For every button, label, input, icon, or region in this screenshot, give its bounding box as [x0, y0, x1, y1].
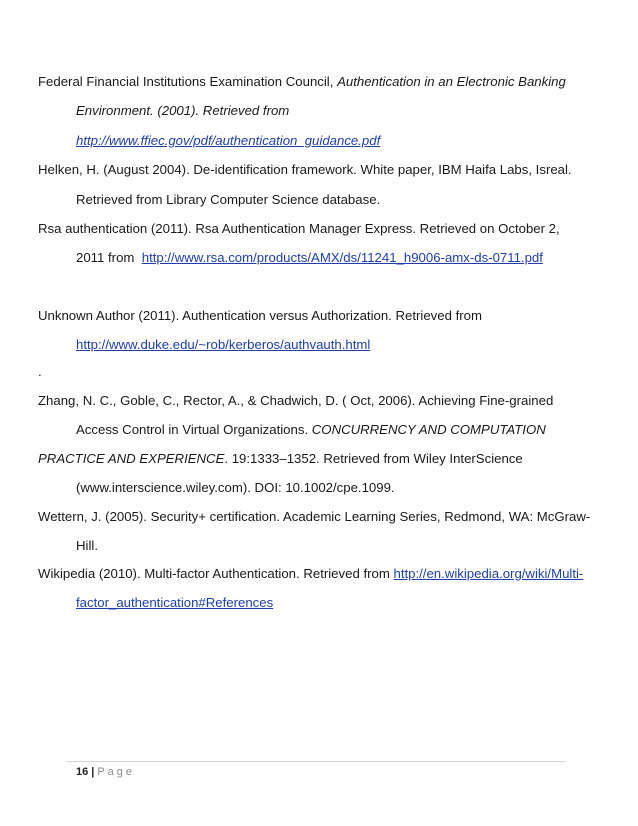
reference-wettern-line2: Hill.	[76, 538, 98, 553]
stray-period: .	[38, 364, 42, 379]
ref-text: Wikipedia (2010). Multi-factor Authentication. Retrieved from	[38, 566, 394, 581]
reference-rsa-line1: Rsa authentication (2011). Rsa Authentication Manager Express. Retrieved on October 2,	[38, 221, 560, 236]
reference-zhang-line2	[76, 422, 546, 438]
duke-link[interactable]: http://www.duke.edu/~rob/kerberos/authvauth.html	[76, 337, 371, 352]
ref-text: . 19:1333–1352. Retrieved from Wiley InterScience	[224, 451, 523, 466]
reference-ffiec-line2: Environment. (2001). Retrieved from	[76, 103, 290, 118]
ref-text: Access Control in Virtual Organizations.	[76, 422, 312, 437]
journal-title-italic: PRACTICE AND EXPERIENCE	[38, 451, 225, 466]
ref-text: Federal Financial Institutions Examination Council,	[38, 74, 338, 89]
page-footer	[76, 766, 135, 778]
page-number: 16	[76, 766, 89, 778]
reference-helken-line1: Helken, H. (August 2004). De-identification framework. White paper, IBM Haifa Labs, Isreal.	[38, 162, 572, 177]
ffiec-link[interactable]: http://www.ffiec.gov/pdf/authentication_guidance.pdf	[76, 133, 381, 148]
rsa-link[interactable]: http://www.rsa.com/products/AMX/ds/11241_h9006-amx-ds-0711.pdf	[141, 250, 543, 265]
footer-divider	[66, 761, 566, 762]
reference-rsa-line2	[76, 250, 543, 266]
reference-zhang-line1: Zhang, N. C., Goble, C., Rector, A., & Chadwich, D. ( Oct, 2006). Achieving Fine-grained	[38, 393, 554, 408]
reference-helken-line2: Retrieved from Library Computer Science database.	[76, 192, 381, 207]
reference-wikipedia-line2	[76, 595, 273, 611]
ref-text: 2011 from	[76, 250, 142, 265]
page-word: Page	[97, 766, 136, 778]
reference-ffiec-line1	[38, 74, 566, 90]
reference-wikipedia-line1	[38, 566, 583, 582]
reference-ffiec-line3	[76, 133, 380, 149]
reference-zhang-line4: (www.interscience.wiley.com). DOI: 10.1002/cpe.1099.	[76, 480, 395, 495]
reference-unknown-author-line1: Unknown Author (2011). Authentication versus Authorization. Retrieved from	[38, 308, 482, 323]
wikipedia-link-continued[interactable]: factor_authentication#References	[76, 595, 274, 610]
footer-separator: |	[91, 766, 95, 778]
journal-title-italic: CONCURRENCY AND COMPUTATION	[311, 422, 546, 437]
reference-unknown-author-line2	[76, 337, 370, 353]
reference-wettern-line1: Wettern, J. (2005). Security+ certification. Academic Learning Series, Redmond, WA: McGraw-	[38, 509, 591, 524]
reference-zhang-line3	[38, 451, 523, 467]
wikipedia-link[interactable]: http://en.wikipedia.org/wiki/Multi-	[393, 566, 584, 581]
ref-title-italic: Authentication in an Electronic Banking	[337, 74, 566, 89]
